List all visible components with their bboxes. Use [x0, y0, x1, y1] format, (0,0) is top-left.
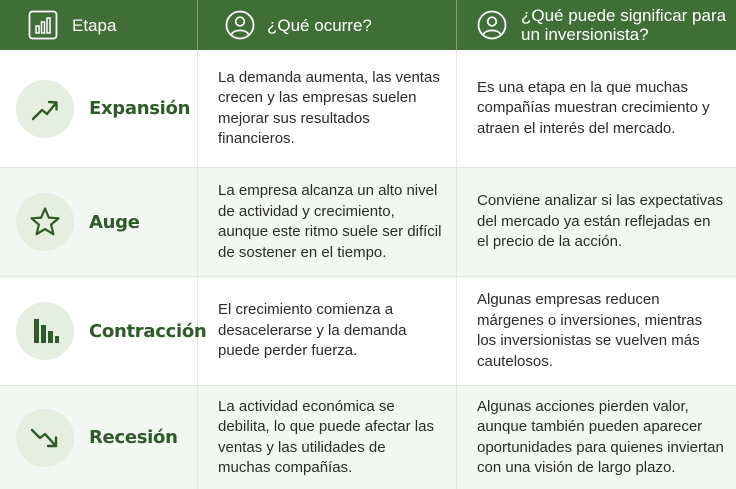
meaning-cell [457, 277, 736, 385]
meaning-text: Algunas acciones pierden valor, aunque también pueden aparecer oportunidades para quienes inviertan con una visión de largo plazo. [477, 397, 724, 476]
header-what [198, 0, 457, 50]
stage-name: Recesión [89, 427, 178, 448]
table-row [0, 50, 736, 167]
what-text: La empresa alcanza un alto nivel de actividad y crecimiento, aunque este ritmo suele ser difícil de sostener en el tiempo. [218, 182, 442, 261]
trend-up-icon [16, 80, 74, 138]
person-icon [225, 10, 255, 40]
meaning-cell [457, 168, 736, 276]
header-what-label: ¿Qué ocurre? [267, 15, 372, 35]
stage-name: Expansión [89, 98, 191, 119]
header-meaning [457, 0, 736, 50]
header-meaning-label: ¿Qué puede significar para un inversionista? [521, 6, 727, 44]
what-cell [198, 277, 457, 385]
stage-cell [0, 386, 198, 489]
what-cell [198, 168, 457, 276]
stage-cell [0, 277, 207, 385]
what-text: La actividad económica se debilita, lo que puede afectar las ventas y las utilidades de muchas compañías. [218, 397, 434, 476]
person-icon [477, 10, 507, 40]
what-cell [198, 386, 457, 489]
what-cell [198, 50, 457, 167]
meaning-cell [457, 386, 736, 489]
table-row [0, 385, 736, 489]
stage-name: Contracción [89, 320, 207, 342]
header-stage-label: Etapa [72, 15, 117, 35]
stage-name: Auge [89, 211, 140, 233]
meaning-text: Es una etapa en la que muchas compañías muestran crecimiento y atraen el interés del mercado. [477, 78, 710, 137]
stage-cell [0, 168, 198, 276]
what-text: La demanda aumenta, las ventas crecen y las empresas suelen mejorar sus resultados financieros. [218, 68, 440, 147]
what-text: El crecimiento comienza a desacelerarse y la demanda puede perder fuerza. [218, 301, 407, 360]
meaning-text: Conviene analizar si las expectativas del mercado ya están reflejadas en el precio de la acción. [477, 192, 723, 251]
bar-chart-icon [28, 10, 58, 40]
table-row [0, 276, 736, 385]
meaning-cell [457, 50, 736, 167]
decreasing-bars-icon [16, 302, 74, 360]
header-stage [0, 0, 198, 50]
star-icon [16, 193, 74, 251]
table-row [0, 167, 736, 276]
stage-cell [0, 50, 198, 167]
meaning-text: Algunas empresas reducen márgenes o inversiones, mientras los inversionistas se vuelven más cautelosos. [477, 291, 703, 370]
trend-down-icon [16, 409, 74, 467]
table-header [0, 0, 736, 50]
